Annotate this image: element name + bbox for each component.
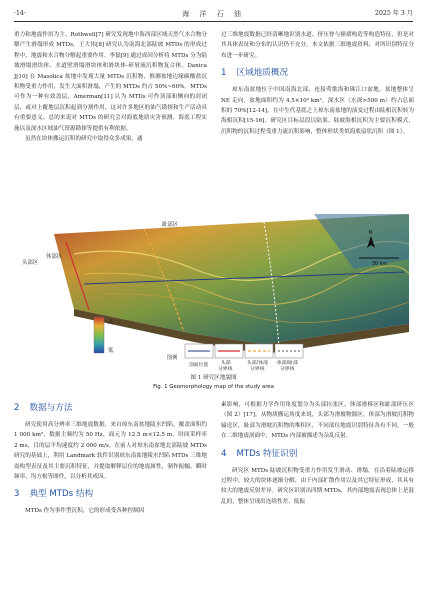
issue-date: 2025 年 3 月 [375,10,413,17]
page-number: ·14· [14,10,26,17]
journal-title: 海 洋 石 油 [182,10,245,18]
section-number: 1 [221,68,227,79]
right-column-top [221,30,414,137]
section-heading [14,488,207,500]
section-title: 数据与方法 [29,403,73,413]
section-heading [221,448,414,460]
section-title: MTDs 特征识别 [236,448,298,459]
svg-text:分界线: 分界线 [218,367,233,372]
paragraph: 重力和地震作用为主。Rothwell[7] 研究发现地中海西部区域天然气水合物分解产生滑塌形成 MTDs。王大伟[8] 研究认为南海北部陆坡 MTDs 的形成过程中，地震和水合物分解起重要作用。李磊[9] 通过成因分析将 MTDs 分为陆坡滑塌滑块体、水道壁滑塌滑块体和滑块体-碎屑流沉积物复合体。Danica J[10] 在 Masolica 盆地中发现大量 MTDs 沉积物，推测盆地边缘碳酸盐沉积物受重力作用，发生大面积滑塌，产生的 MTDs 约占 50%~60%。MTDs 可作为一种有效盖层，Amerman[11] 认为 MTDs 可作顶部和侧向的封闭层，或对上覆地层沉积起到分割作用，这对许多地区的油气勘探和生产活动具有重要意义。总的来说对 MTDs 的研究会对海底地质灾害预测、海底工程实施以及深水区域油气资源勘探等提供有利依据。 [14,32,207,132]
left-column-top [14,30,207,144]
colorbar-high-label: 高 [108,320,114,326]
paragraph: 研究区 MTDs 陆坡沉积物受重力作用发生滑动、滑塌，在沿着陆坡运移过程中，较大的块体逐渐分解，由于内部扩散作用以及其它特征形成，其具有较大的地震反射差异。研究区识别出四期 MTDs，其内部地震表现总体上是混乱的，整体呈现出连续性差、低振 [221,467,414,505]
figure-1 [14,214,413,372]
elevation-colorbar [94,317,114,354]
svg-text:体部/趾部: 体部/趾部 [277,361,298,366]
map-legend [167,344,303,372]
section-number: 2 [14,403,20,413]
terrain-block [54,214,409,354]
section-number: 4 [221,448,227,459]
svg-text:分界线: 分界线 [250,367,265,372]
figure-caption-en: Fig. 1 Geomorphology map of the study area [153,384,274,390]
paragraph: 过三维地震数据已经清晰地识别水道、挤压脊与撞褶构造等构造特征，但是对其具体表征和分布的认识仍不充分。本文依据三维地震资料，对所识别特征分布进一步研究。 [221,32,414,59]
section-number: 3 [14,489,20,500]
paragraph: 琼东南盆地位于中国南海北部，连接莺歌海和珠江口盆地，盆地整体呈 NE 走向，盆地面积约为 4.5×10⁴ km²，深水区（水深>500 m）约占总面积的 70%[12-14]。在中生代基底之上琼东南盆地的演变过程由陆相沉积转为海相沉积[15-16]。研究区目标层段以陆架、陆坡海相沉积为主要沉积模式，沉积物的沉积过程受重力流沉积影响，整体形状类似海底扇状沉积（图 1）。 [221,87,414,135]
figure-caption-cn: 图 1 研究区地貌图 [190,375,237,381]
section-heading [14,402,207,414]
head-zone-label: 头部区 [22,260,39,266]
svg-text:头部: 头部 [221,361,231,366]
right-column-bottom [221,400,414,507]
geomorphology-map [14,214,413,372]
section-title: 典型 MTDs 结构 [29,489,94,500]
body-zone-label: 体部区 [46,254,63,260]
paragraph: MTDs 作为事件型沉积，它的形成受各种控制因 [25,508,145,515]
svg-text:30 km: 30 km [372,262,388,267]
svg-text:N: N [368,230,373,236]
left-column-bottom [14,396,207,517]
legend-title: 图例 [167,355,178,361]
section-heading [221,67,414,79]
toe-zone-label: 趾部区 [162,222,179,228]
colorbar-low-label: 低 [108,348,114,354]
svg-text:分界线: 分界线 [280,367,295,372]
svg-text:头部/体部: 头部/体部 [247,361,268,366]
running-header [14,8,413,22]
section-title: 区域地质概况 [236,68,289,79]
svg-text:剖面位置: 剖面位置 [189,363,209,368]
paragraph: 虽然在块体搬运沉积的研究中取得众多成果，通 [25,136,143,143]
paragraph: 素影响，可根据力学作用角度划分为头部拉张区、体部滑移区和趾部挤压区（图 2）[17]。从物质搬运角度来说，头部为滑坡物源区，体部为滑坡沉积物输送区，趾部为滑坡沉积物的堆积区，不同部位地震识别特征各有不同。一般在二维地震剖面中，MTDs 内部被描述为杂乱反射。 [221,402,414,440]
paragraph: 研究使用高分辨率三维地震数据，来自琼东南盆地陵水凹陷，覆盖面积约 1 000 km²，数据主频约为 50 Hz，面元为 12.5 m×12.5 m，时间采样率 2 ms，目的层平均速度约 2 000 m/s。在前人对琼东南盆地北部陆坡 MTDs 研究的基础上，利用 Landmark 软件识别琼东南盆地陵水凹陷 MTDs 三维地震构型表征及其主要沉积特征，并提取解释层位的地震属性，制作振幅、瞬时频率、均方根等图件，以分析其成因。 [14,422,207,481]
